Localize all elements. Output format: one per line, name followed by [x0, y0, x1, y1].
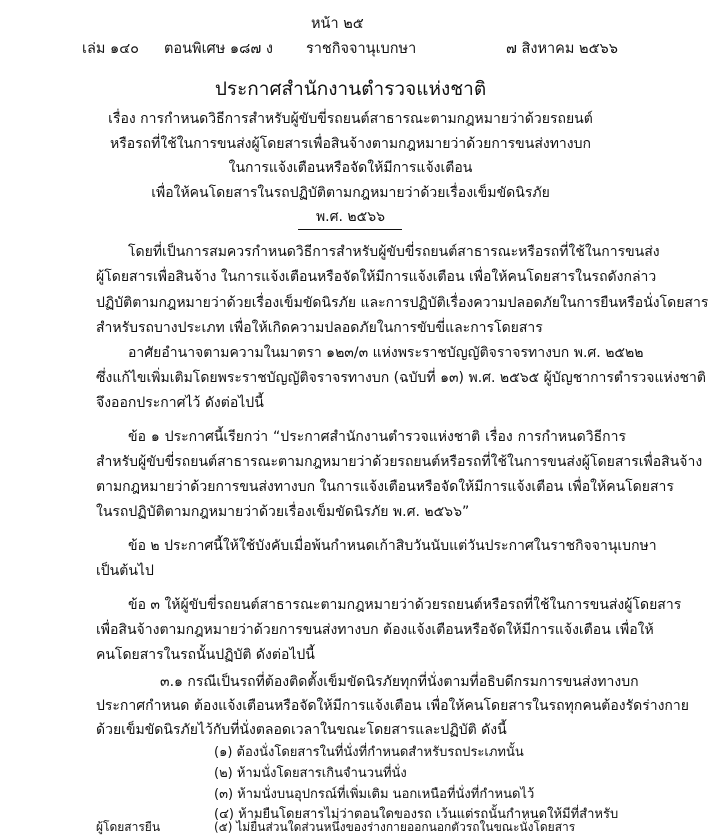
rule-item-3: (๓) ห้ามนั่งบนอุปกรณ์ที่เพิ่มเติม นอกเหนือที่นั่งที่กำหนดไว้ — [214, 787, 535, 802]
body-line: ปฏิบัติตามกฎหมายว่าด้วยเรื่องเข็มขัดนิรภัย และการปฏิบัติเรื่องความปลอดภัยในการยืนหรือนั่งโดยสาร — [96, 295, 708, 311]
publication-date: ๗ สิงหาคม ๒๕๖๖ — [506, 41, 618, 57]
rule-item-2: (๒) ห้ามนั่งโดยสารเกินจำนวนที่นั่ง — [214, 766, 407, 781]
clause-1: ข้อ ๑ ประกาศนี้เรียกว่า “ประกาศสำนักงานตำรวจแห่งชาติ เรื่อง การกำหนดวิธีการ — [128, 429, 626, 445]
body-line: ด้วยเข็มขัดนิรภัยไว้กับที่นั่งตลอดเวลาในขณะโดยสารและปฏิบัติ ดังนี้ — [96, 722, 507, 738]
body-line: สำหรับผู้ขับขี่รถยนต์สาธารณะตามกฎหมายว่าด้วยรถยนต์หรือรถที่ใช้ในการขนส่งผู้โดยสารเพื่อสินจ้าง — [96, 454, 703, 470]
body-line: ผู้โดยสารยืน — [96, 820, 161, 834]
body-line: อาศัยอำนาจตามความในมาตรา ๑๒๓/๓ แห่งพระราชบัญญัติจราจรทางบก พ.ศ. ๒๕๒๒ — [128, 345, 644, 361]
body-line: ผู้โดยสารเพื่อสินจ้าง ในการแจ้งเตือนหรือจัดให้มีการแจ้งเตือน เพื่อให้คนโดยสารในรถดังกล่าว — [96, 269, 657, 285]
title-divider — [298, 229, 402, 230]
announcement-year: พ.ศ. ๒๕๖๖ — [315, 209, 386, 225]
subject-line: หรือรถที่ใช้ในการขนส่งผู้โดยสารเพื่อสินจ้างตามกฎหมายว่าด้วยการขนส่งทางบก — [109, 136, 591, 152]
clause-3-1: ๓.๑ กรณีเป็นรถที่ต้องติดตั้งเข็มขัดนิรภัยทุกที่นั่งตามที่อธิบดีกรมการขนส่งทางบก — [160, 674, 639, 690]
rule-item-1: (๑) ต้องนั่งโดยสารในที่นั่งที่กำหนดสำหรับรถประเภทนั้น — [214, 745, 524, 760]
announcement-title: ประกาศสำนักงานตำรวจแห่งชาติ — [214, 78, 487, 100]
clause-2: ข้อ ๒ ประกาศนี้ให้ใช้บังคับเมื่อพ้นกำหนดเก้าสิบวันนับแต่วันประกาศในราชกิจจานุเบกษา — [128, 538, 657, 554]
section-number: ตอนพิเศษ ๑๘๗ ง — [164, 41, 273, 57]
body-line: เป็นต้นไป — [96, 563, 154, 579]
body-line: ประกาศกำหนด ต้องแจ้งเตือนหรือจัดให้มีการแจ้งเตือน เพื่อให้คนโดยสารในรถทุกคนต้องรัดร่างกาย — [96, 698, 689, 714]
subject-line: เรื่อง การกำหนดวิธีการสำหรับผู้ขับขี่รถยนต์สาธารณะตามกฎหมายว่าด้วยรถยนต์ — [108, 111, 593, 127]
subject-line: เพื่อให้คนโดยสารในรถปฏิบัติตามกฎหมายว่าด้วยเรื่องเข็มขัดนิรภัย — [151, 185, 550, 201]
volume-number: เล่ม ๑๔๐ — [82, 41, 140, 57]
body-line: สำหรับรถบางประเภท เพื่อให้เกิดความปลอดภัยในการขับขี่และการโดยสาร — [96, 320, 543, 336]
subject-line: ในการแจ้งเตือนหรือจัดให้มีการแจ้งเตือน — [228, 160, 473, 176]
body-line: ซึ่งแก้ไขเพิ่มเติมโดยพระราชบัญญัติจราจรทางบก (ฉบับที่ ๑๓) พ.ศ. ๒๕๖๕ ผู้บัญชาการตำรวจแห่งชาติ — [96, 370, 707, 386]
publication-name: ราชกิจจานุเบกษา — [306, 41, 417, 57]
clause-3: ข้อ ๓ ให้ผู้ขับขี่รถยนต์สาธารณะตามกฎหมายว่าด้วยรถยนต์หรือรถที่ใช้ในการขนส่งผู้โดยสาร — [128, 597, 682, 613]
body-line: จึงออกประกาศไว้ ดังต่อไปนี้ — [96, 395, 264, 411]
rule-item-4: (๔) ห้ามยืนโดยสารไม่ว่าตอนใดของรถ เว้นแต่รถนั้นกำหนดให้มีที่สำหรับ — [214, 807, 619, 822]
body-line: ตามกฎหมายว่าด้วยการขนส่งทางบก ในการแจ้งเตือนหรือจัดให้มีการแจ้งเตือน เพื่อให้คนโดยสาร — [96, 479, 674, 495]
body-line: คนโดยสารในรถนั้นปฏิบัติ ดังต่อไปนี้ — [96, 647, 315, 663]
body-line: ในรถปฏิบัติตามกฎหมายว่าด้วยเรื่องเข็มขัดนิรภัย พ.ศ. ๒๕๖๖” — [96, 504, 470, 520]
rule-item-5: (๕) ไม่ยื่นส่วนใดส่วนหนึ่งของร่างกายออกนอกตัวรถในขณะนั่งโดยสาร — [214, 820, 576, 834]
body-line: โดยที่เป็นการสมควรกำหนดวิธีการสำหรับผู้ขับขี่รถยนต์สาธารณะหรือรถที่ใช้ในการขนส่ง — [128, 244, 660, 260]
page-number: หน้า ๒๕ — [311, 16, 364, 32]
body-line: เพื่อสินจ้างตามกฎหมายว่าด้วยการขนส่งทางบก ต้องแจ้งเตือนหรือจัดให้มีการแจ้งเตือน เพื่อให้ — [96, 622, 654, 638]
